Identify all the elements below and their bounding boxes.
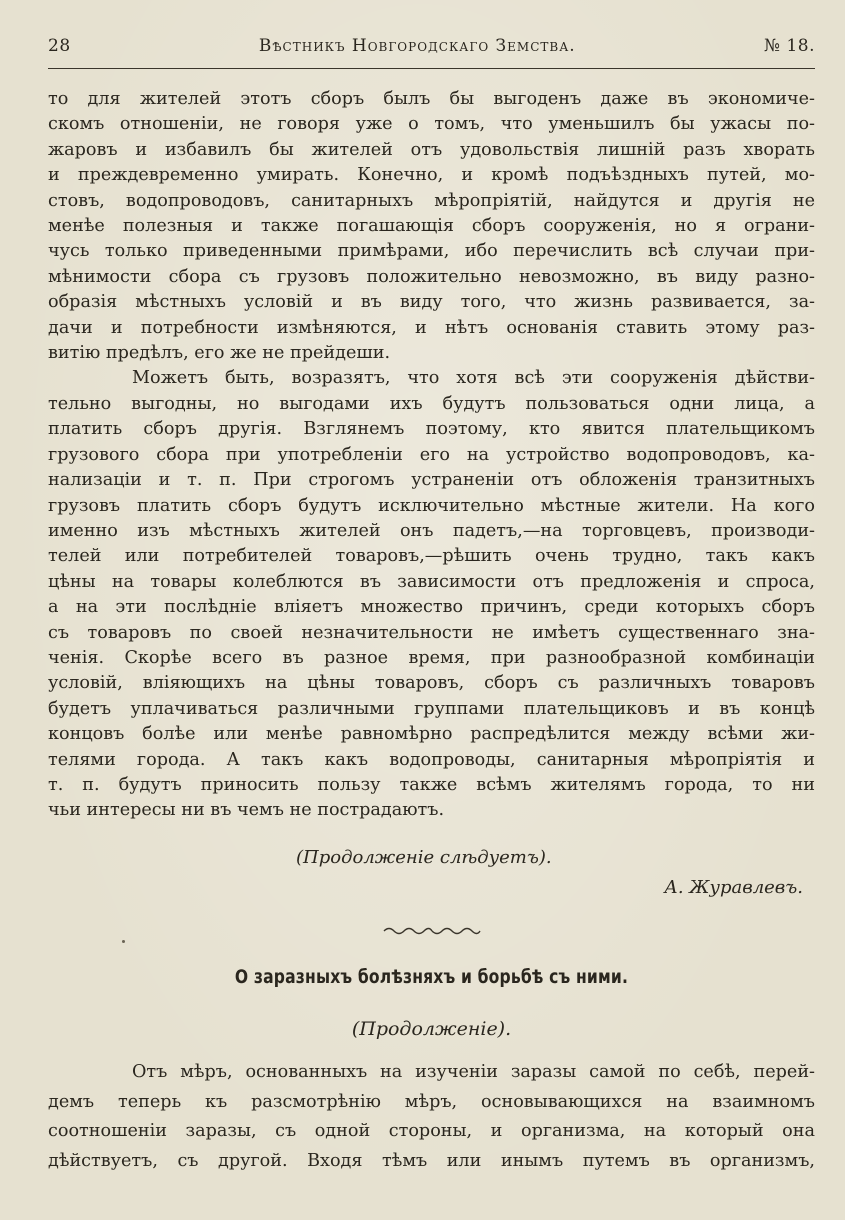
text-line: витію предѣлъ, его же не прейдеши. [48,343,391,364]
text-line: грузового сбора при употребленіи его на устройство водопроводовъ, ка- [48,444,815,465]
text-line: грузовъ платить сборъ будутъ исключительно мѣстные жители. На кого [48,495,815,516]
text-line: телей или потребителей товаровъ,—рѣшить очень трудно, такъ какъ [48,546,815,567]
print-speck [122,940,125,943]
text-line: и преждевременно умирать. Конечно, и кромѣ подъѣздныхъ путей, мо- [48,165,815,186]
section-body [48,1058,815,1176]
article-signature [48,843,815,903]
paragraph-1 [48,87,815,366]
author-name: А. Журавлевъ. [664,877,803,898]
text-line: телями города. А такъ какъ водопроводы, санитарныя мѣропріятія и [48,749,815,770]
text-line: скомъ отношеніи, не говоря уже о томъ, что уменьшилъ бы ужасы по- [48,114,815,135]
text-line: дачи и потребности измѣняются, и нѣтъ основанія ставить этому раз- [48,317,815,338]
continuation-note: (Продолженіе слѣдуетъ). [296,847,552,868]
text-line: будетъ уплачиваться различными группами плательщиковъ и въ концѣ [48,698,815,719]
page-header [48,36,815,62]
section-continuation: (Продолженіе). [351,1018,512,1040]
text-line: а на эти послѣдніе вліяетъ множество причинъ, среди которыхъ сборъ [48,597,815,618]
text-line: жаровъ и избавилъ бы жителей отъ удовольствія лишній разъ хворать [48,139,815,160]
article-body [48,87,815,824]
text-line: стовъ, водопроводовъ, санитарныхъ мѣропріятій, найдутся и другія не [48,190,815,211]
text-line: менѣе полезныя и также погашающія сборъ сооруженія, но я ограни- [48,216,815,237]
text-line: мѣнимости сбора съ грузовъ положительно невозможно, въ виду разно- [48,266,815,287]
text-line: т. п. будутъ приносить пользу также всѣмъ жителямъ города, то ни [48,774,815,795]
section-divider-ornament [382,924,482,938]
text-line: демъ теперь къ разсмотрѣнію мѣръ, основывающихся на взаимномъ [48,1091,815,1112]
issue-number: № 18. [763,36,815,56]
text-line: соотношеніи заразы, съ одной стороны, и организма, на который она [48,1121,815,1141]
text-line: платить сборъ другія. Взглянемъ поэтому, кто явится плательщикомъ [48,419,815,440]
text-line: Отъ мѣръ, основанныхъ на изученіи заразы самой по себѣ, перей- [132,1062,815,1082]
text-line: цѣны на товары колеблются въ зависимости отъ предложенія и спроса, [48,571,815,592]
text-line: чьи интересы ни въ чемъ не пострадаютъ. [48,800,445,821]
text-line: образія мѣстныхъ условій и въ виду того, что жизнь развивается, за- [48,292,815,313]
text-line: тельно выгодны, но выгодами ихъ будутъ пользоваться одни лица, а [48,393,815,414]
text-line: съ товаровъ по своей незначительности не имѣетъ существеннаго зна- [48,622,815,643]
text-line: условій, вліяющихъ на цѣны товаровъ, сборъ съ различныхъ товаровъ [48,673,815,694]
paragraph-3 [48,1058,815,1176]
section-title: О заразныхъ болѣзняхъ и борьбѣ съ ними. [234,966,629,988]
text-line: концовъ болѣе или менѣе равномѣрно распредѣлится между всѣми жи- [48,724,815,745]
text-line: ченія. Скорѣе всего въ разное время, при разнообразной комбинаціи [48,647,815,668]
text-line: нализаціи и т. п. При строгомъ устраненіи отъ обложенія транзитныхъ [48,470,815,491]
page-number: 28 [48,36,71,56]
paragraph-2 [48,366,815,823]
text-line: то для жителей этотъ сборъ былъ бы выгоденъ даже въ экономиче- [48,89,815,109]
header-rule [48,68,815,69]
text-line: именно изъ мѣстныхъ жителей онъ падетъ,—на торговцевъ, производи- [48,520,815,541]
text-line: дѣйствуетъ, съ другой. Входя тѣмъ или инымъ путемъ въ организмъ, [48,1150,815,1171]
text-line: чусь только приведенными примѣрами, ибо перечислить всѣ случаи при- [48,241,815,262]
text-line: Можетъ быть, возразятъ, что хотя всѣ эти сооруженія дѣйстви- [132,368,815,389]
running-title: Вѣстникъ Новгородскаго Земства. [258,36,576,56]
